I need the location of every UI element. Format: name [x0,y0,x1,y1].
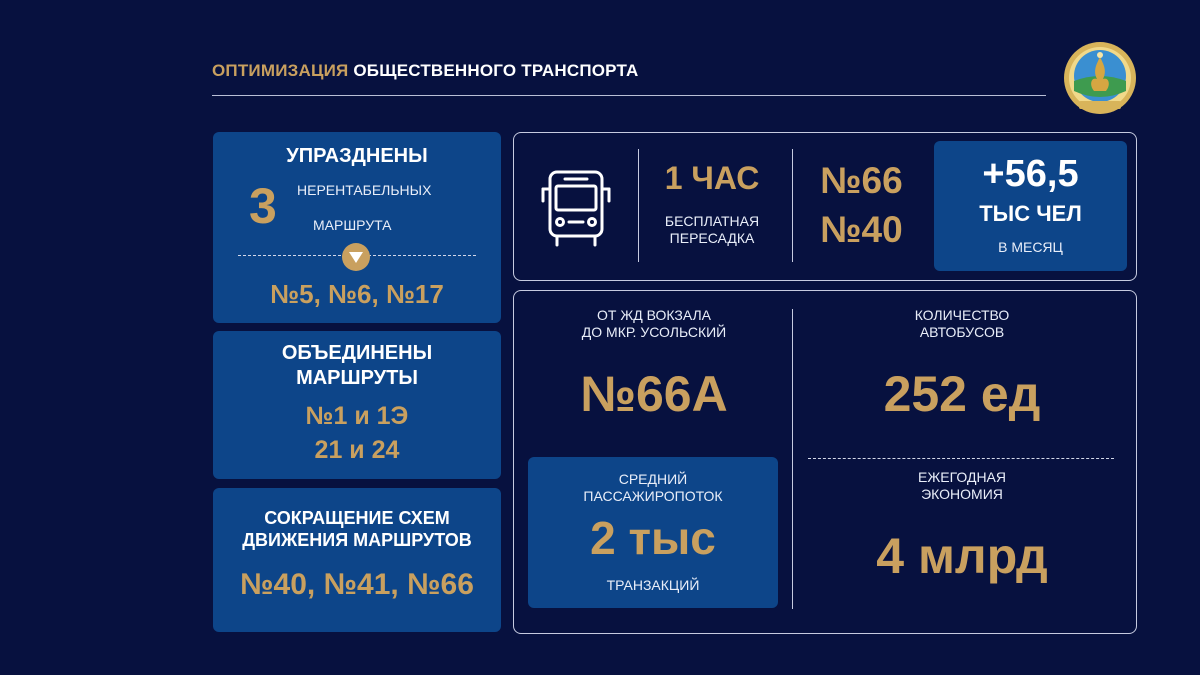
passenger-increase-value: +56,5 [982,153,1079,195]
new-route-label [534,307,774,341]
reduced-title [213,507,501,551]
merged-title-line2: МАРШРУТЫ [296,367,418,389]
bus-icon [540,169,612,249]
abolished-subtitle-2: МАРШРУТА [313,217,392,233]
vertical-divider [792,309,793,609]
annual-savings-value: 4 млрд [876,528,1048,584]
new-route-label-line1: ОТ ЖД ВОКЗАЛА [596,307,712,323]
annual-savings-label-line2: ЭКОНОМИЯ [921,486,1003,502]
page-title-rest: ОБЩЕСТВЕННОГО ТРАНСПОРТА [353,61,639,80]
free-transfer-duration: 1 ЧАС [664,160,760,196]
page-title [212,61,638,81]
new-route-number: №66А [580,366,728,422]
reduced-routes-list: №40, №41, №66 [240,568,474,601]
merged-pair-2: 21 и 24 [314,436,400,464]
free-transfer-box [513,132,1137,281]
passenger-flow-unit: ТРАНЗАКЦИЙ [606,577,700,593]
arrow-down-icon [342,243,370,271]
passenger-flow-label-line2: ПАССАЖИРОПОТОК [583,488,723,504]
route-stats-box [513,290,1137,634]
free-transfer-label-line2: ПЕРЕСАДКА [669,230,755,246]
passenger-increase-period: В МЕСЯЦ [998,239,1063,255]
region-emblem-icon [1063,41,1137,115]
title-divider [212,95,1046,96]
dashed-divider [808,458,1114,459]
reduced-title-line1: СОКРАЩЕНИЕ СХЕМ [264,508,450,528]
bus-count-value: 252 ед [883,366,1041,422]
passenger-increase-card [934,141,1127,271]
page-title-accent: ОПТИМИЗАЦИЯ [212,61,349,80]
passenger-flow-value: 2 тыс [590,512,716,564]
annual-savings-label [806,469,1118,503]
abolished-count: 3 [249,178,277,234]
free-transfer-label [639,213,785,247]
bus-count-label-line1: КОЛИЧЕСТВО [914,307,1010,323]
transfer-route-1: №66 [820,160,903,201]
passenger-flow-label-line1: СРЕДНИЙ [618,471,688,487]
new-route-label-line2: ДО МКР. УСОЛЬСКИЙ [581,324,727,340]
vertical-divider [792,149,793,262]
abolished-routes-list: №5, №6, №17 [270,279,444,309]
transfer-route-2: №40 [820,209,903,250]
free-transfer-label-line1: БЕСПЛАТНАЯ [664,213,760,229]
annual-savings-label-line1: ЕЖЕГОДНАЯ [917,469,1007,485]
merged-title-line1: ОБЪЕДИНЕНЫ [281,342,433,364]
passenger-increase-unit: ТЫС ЧЕЛ [979,201,1082,226]
merged-routes-panel [213,331,501,479]
reduced-routes-panel [213,488,501,632]
passenger-flow-label [528,471,778,505]
abolished-title: УПРАЗДНЕНЫ [286,145,428,167]
abolished-routes-panel [213,132,501,323]
bus-count-label-line2: АВТОБУСОВ [919,324,1005,340]
abolished-subtitle-1: НЕРЕНТАБЕЛЬНЫХ [297,182,432,198]
merged-pair-1: №1 и 1Э [305,402,409,430]
merged-title [213,341,501,391]
bus-count-label [806,307,1118,341]
passenger-flow-card [528,457,778,608]
reduced-title-line2: ДВИЖЕНИЯ МАРШРУТОВ [242,530,472,550]
